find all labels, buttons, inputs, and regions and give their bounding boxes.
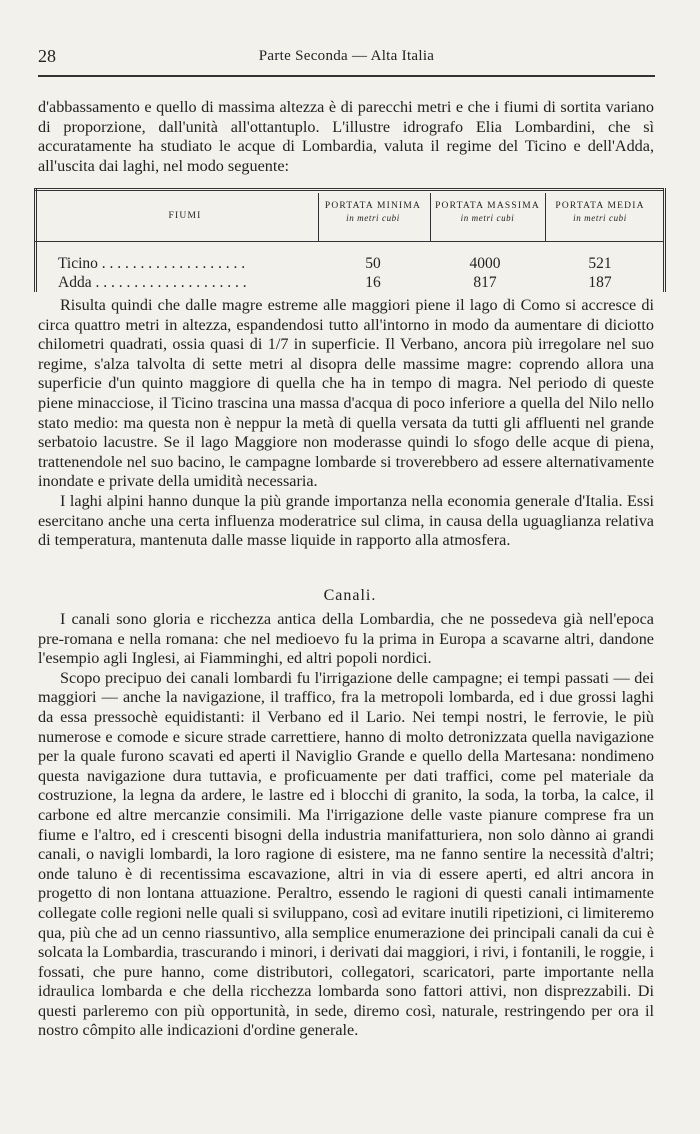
- table-cell-fiume: Ticino . . . . . . . . . . . . . . . . . . .: [58, 255, 246, 272]
- page-header: [38, 46, 655, 68]
- table-header-fiumi: FIUMI: [168, 211, 202, 221]
- table-cell-massima: 817: [473, 274, 497, 291]
- table-cell-media: 521: [588, 255, 612, 272]
- table-cell-minima: 16: [365, 274, 381, 291]
- header-rule: [38, 75, 655, 77]
- intro-paragraph: d'abbassamento e quello di massima altezza è di parecchi metri e che i fiumi di sortita variano di proporzione, dall'unità all'ottantuplo. L'illustre idrografo Elia Lombardini, che sì accuratamente ha studiato le acque di Lombardia, valuta il regime del Ticino e dell'Adda, all'uscita dai laghi, nel modo seguente:: [38, 98, 654, 175]
- running-head: Parte Seconda — Alta Italia: [258, 48, 435, 64]
- table-header-portata-media: PORTATA MEDIA in metri cubi: [555, 201, 645, 223]
- canali-text-block: [38, 610, 654, 1041]
- body-paragraph: I laghi alpini hanno dunque la più grande importanza nella economia generale d'Italia. Essi esercitano anche una certa influenza moderatrice sul clima, in causa della uguaglianza relativa di temperatura, mantenuta dalle masse liquide in rapporto alla atmosfera.: [38, 491, 654, 550]
- table-cell-minima: 50: [365, 255, 381, 272]
- table-cell-media: 187: [588, 274, 612, 291]
- body-paragraph: Scopo precipuo dei canali lombardi fu l'irrigazione delle campagne; ei tempi passati — dei maggiori — anche la navigazione, il traffico, fra la metropoli lombarda, ed i due grossi laghi da essa pressochè equidistanti: il Verbano ed il Lario. Nei tempi nostri, le ferrovie, le più numerose e comode e sicure strade carrettiere, hanno di molto detronizzata quella navigazione per la quale furono scavati ed aperti il Naviglio Grande e quello della Martesana: nondimeno questa navigazione dura tuttavia, e proficuamente per dati traffici, come pel materiale da costruzione, la legna da ardere, le lastre ed i blocchi di granito, la soda, la torba, la calce, il carbone ed altre mercanzie consimili. Ma l'irrigazione delle vaste pianure comprese fra un fiume e l'altro, ed i crescenti bisogni della industria manifatturiera, non solo dànno ai grandi canali, o navigli lombardi, la loro ragione di esistere, ma ne fanno sentire la necessità d'altri; onde taluno è di recentissima escavazione, altri in via di essere aperti, ed altri ancora in progetto di non lontana attuazione. Peraltro, essendo le ragioni di questi canali intimamente collegate colle regioni nelle quali si sviluppano, così ad evitare inutili ripetizioni, ci limiteremo qua, più che ad un cenno riassuntivo, alla semplice enumerazione dei principali canali da cui è solcata la Lombardia, trascurando i minori, i derivati dai maggiori, i rivi, i fontanili, le roggie, i fossati, che pure hanno, come distributori, collegatori, scaricatori, parte importante nella idraulica lombarda e che della ricchezza lombarda sono fattori attivi, non disprezzabili. Di questi parleremo con più opportunità, in sede, diremo così, naturale, restringendo per ora il nostro cômpito alle indicazioni d'ordine generale.: [38, 668, 654, 1040]
- table-header-rule: [34, 241, 663, 242]
- table-cell-fiume: Adda . . . . . . . . . . . . . . . . . . . .: [58, 274, 247, 291]
- body-paragraph: Risulta quindi che dalle magre estreme alle maggiori piene il lago di Como si accresce di circa quattro metri in altezza, espandendosi tutto all'intorno in modo da aumentare di diciotto chilometri quadrati, ossia quasi di 1/7 in superficie. Il Verbano, ancora più irregolare nel suo regime, s'alza talvolta di sette metri al disopra delle massime magre: coprendo allora una superficie d'un quinto maggiore di quella che ha in tempo di magra. Nel periodo di queste piene minacciose, il Ticino trascina una massa d'acqua di poco inferiore a quella del Nilo nello stato medio: ma questa non è neppur la metà di quella versata da tutti gli affluenti nel grande serbatoio lacustre. Se il lago Maggiore non moderasse quindi lo sfogo delle acque di piena, trattenendole nel suo bacino, le campagne lombarde si troverebbero ad essere alternativamente inondate e private della umidità necessaria.: [38, 296, 654, 491]
- body-text-block: [38, 296, 654, 551]
- intro-paragraph-block: [38, 98, 654, 176]
- table-cell-massima: 4000: [469, 255, 501, 272]
- page-number: 28: [38, 46, 56, 66]
- section-title-canali: Canali.: [323, 587, 377, 604]
- table-header-portata-minima: PORTATA MINIMA in metri cubi: [324, 201, 422, 223]
- table-header-portata-massima: PORTATA MASSIMA in metri cubi: [435, 201, 540, 223]
- body-paragraph: I canali sono gloria e ricchezza antica della Lombardia, che ne possedeva già nell'epoca pre-romana e nella romana: che nel medioevo fu la prima in Europa a scavarne altri, dandone l'esempio agli Inglesi, ai Fiamminghi, ed altri popoli nordici.: [38, 610, 654, 668]
